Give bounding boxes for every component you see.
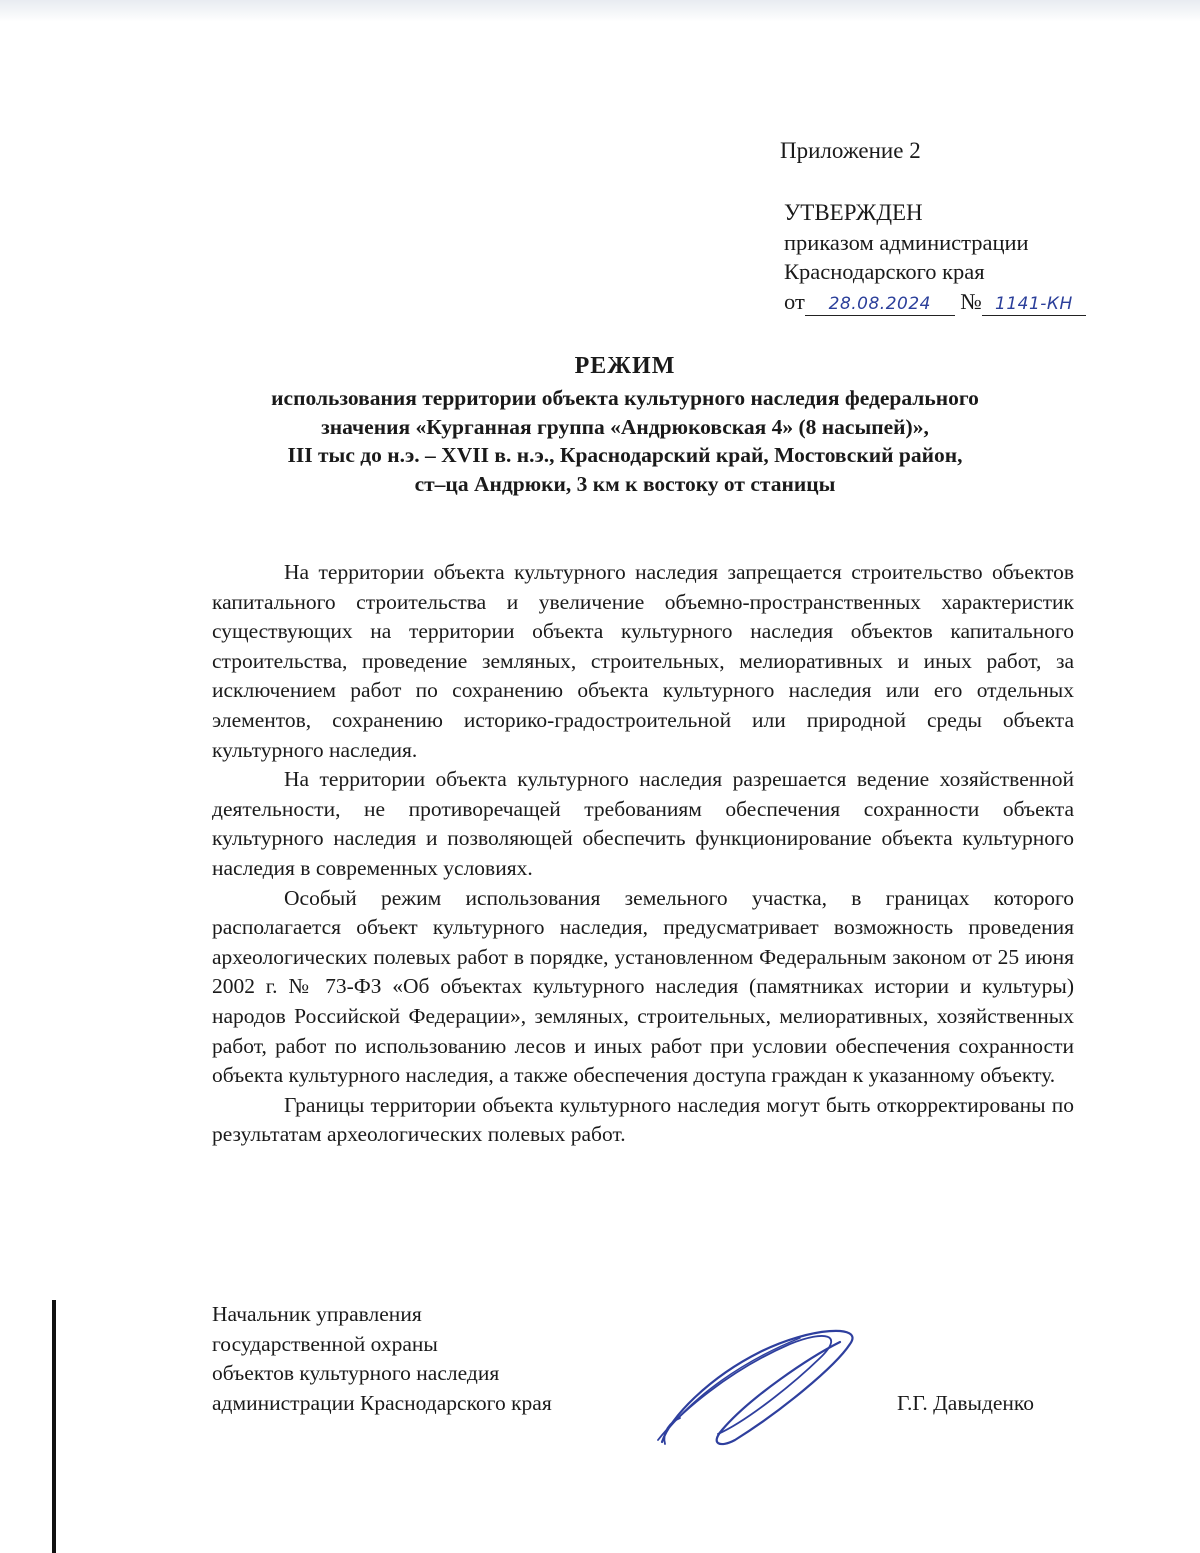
signatory-line-1: Начальник управления bbox=[212, 1302, 422, 1326]
date-prefix: от bbox=[784, 288, 805, 314]
handwritten-number: 1141-КН bbox=[995, 293, 1073, 314]
document-body bbox=[212, 558, 1074, 1150]
title-line-2: значения «Курганная группа «Андрюковская 4» (8 насыпей)», bbox=[321, 414, 929, 439]
approval-date-number bbox=[784, 287, 1086, 317]
signatory-line-4: администрации Краснодарского края bbox=[212, 1390, 552, 1415]
title-subtitle bbox=[60, 384, 1190, 498]
handwritten-date: 28.08.2024 bbox=[828, 293, 931, 314]
signatory-line-3: объектов культурного наследия bbox=[212, 1361, 500, 1386]
scan-edge-left bbox=[52, 1300, 56, 1553]
handwritten-signature-icon bbox=[640, 1322, 880, 1452]
title-line-4: ст–ца Андрюки, 3 км к востоку от станицы bbox=[414, 471, 836, 496]
paragraph-boundaries: Границы территории объекта культурного наследия могут быть откорректированы по результатам археологических полевых работ. bbox=[212, 1092, 1074, 1147]
title-line-3: III тыс до н.э. – XVII в. н.э., Краснодарский край, Мостовский район, bbox=[287, 443, 963, 467]
paragraph-permitted-activity: На территории объекта культурного наследия разрешается ведение хозяйственной деятельности, не противоречащей требованиям обеспечения сохранности объекта культурного наследия и позволяющей обеспечить функционирование объекта культурного наследия в современных условиях. bbox=[212, 767, 1074, 880]
paragraph-special-regime: Особый режим использования земельного участка, в границах которого располагается объект культурного наследия, предусматривает возможность проведения археологических полевых работ в порядке, установленном Федеральным законом от 25 июня 2002 г. № 73-ФЗ «Об объектах культурного наследия (памятниках истории и культуры) народов Российской Федерации», земляных, строительных, мелиоративных, хозяйственных работ, работ по использованию лесов и иных работ при условии обеспечения сохранности объекта культурного наследия, а также обеспечения доступа граждан к указанному объекту. bbox=[212, 885, 1074, 1088]
paragraph-prohibitions: На территории объекта культурного наследия запрещается строительство объектов капитального строительства и увеличение объемно-пространственных характеристик существующих на территории объекта культурного наследия объектов капитального строительства, проведение земляных, строительных, мелиоративных и иных работ, за исключением работ по сохранению объекта культурного наследия или его отдельных элементов, сохранению историко-градостроительной или природной среды объекта культурного наследия. bbox=[212, 560, 1074, 762]
approval-line-2: Краснодарского края bbox=[784, 259, 985, 284]
approval-line-1: приказом администрации bbox=[784, 229, 1029, 255]
date-slot bbox=[805, 291, 955, 316]
signer-name: Г.Г. Давыденко bbox=[897, 1391, 1035, 1415]
number-slot bbox=[982, 291, 1086, 316]
scan-artifact-top bbox=[0, 0, 1200, 22]
approval-block bbox=[784, 198, 1086, 316]
signatory-line-2: государственной охраны bbox=[212, 1331, 438, 1356]
signatory-position bbox=[212, 1300, 552, 1418]
appendix-label: Приложение 2 bbox=[780, 138, 921, 163]
approved-heading: УТВЕРЖДЕН bbox=[784, 200, 923, 225]
document-title bbox=[60, 350, 1190, 498]
number-sign: № bbox=[960, 288, 982, 314]
title-line-1: использования территории объекта культурного наследия федерального bbox=[271, 386, 979, 410]
title-regime: РЕЖИМ bbox=[574, 353, 676, 379]
